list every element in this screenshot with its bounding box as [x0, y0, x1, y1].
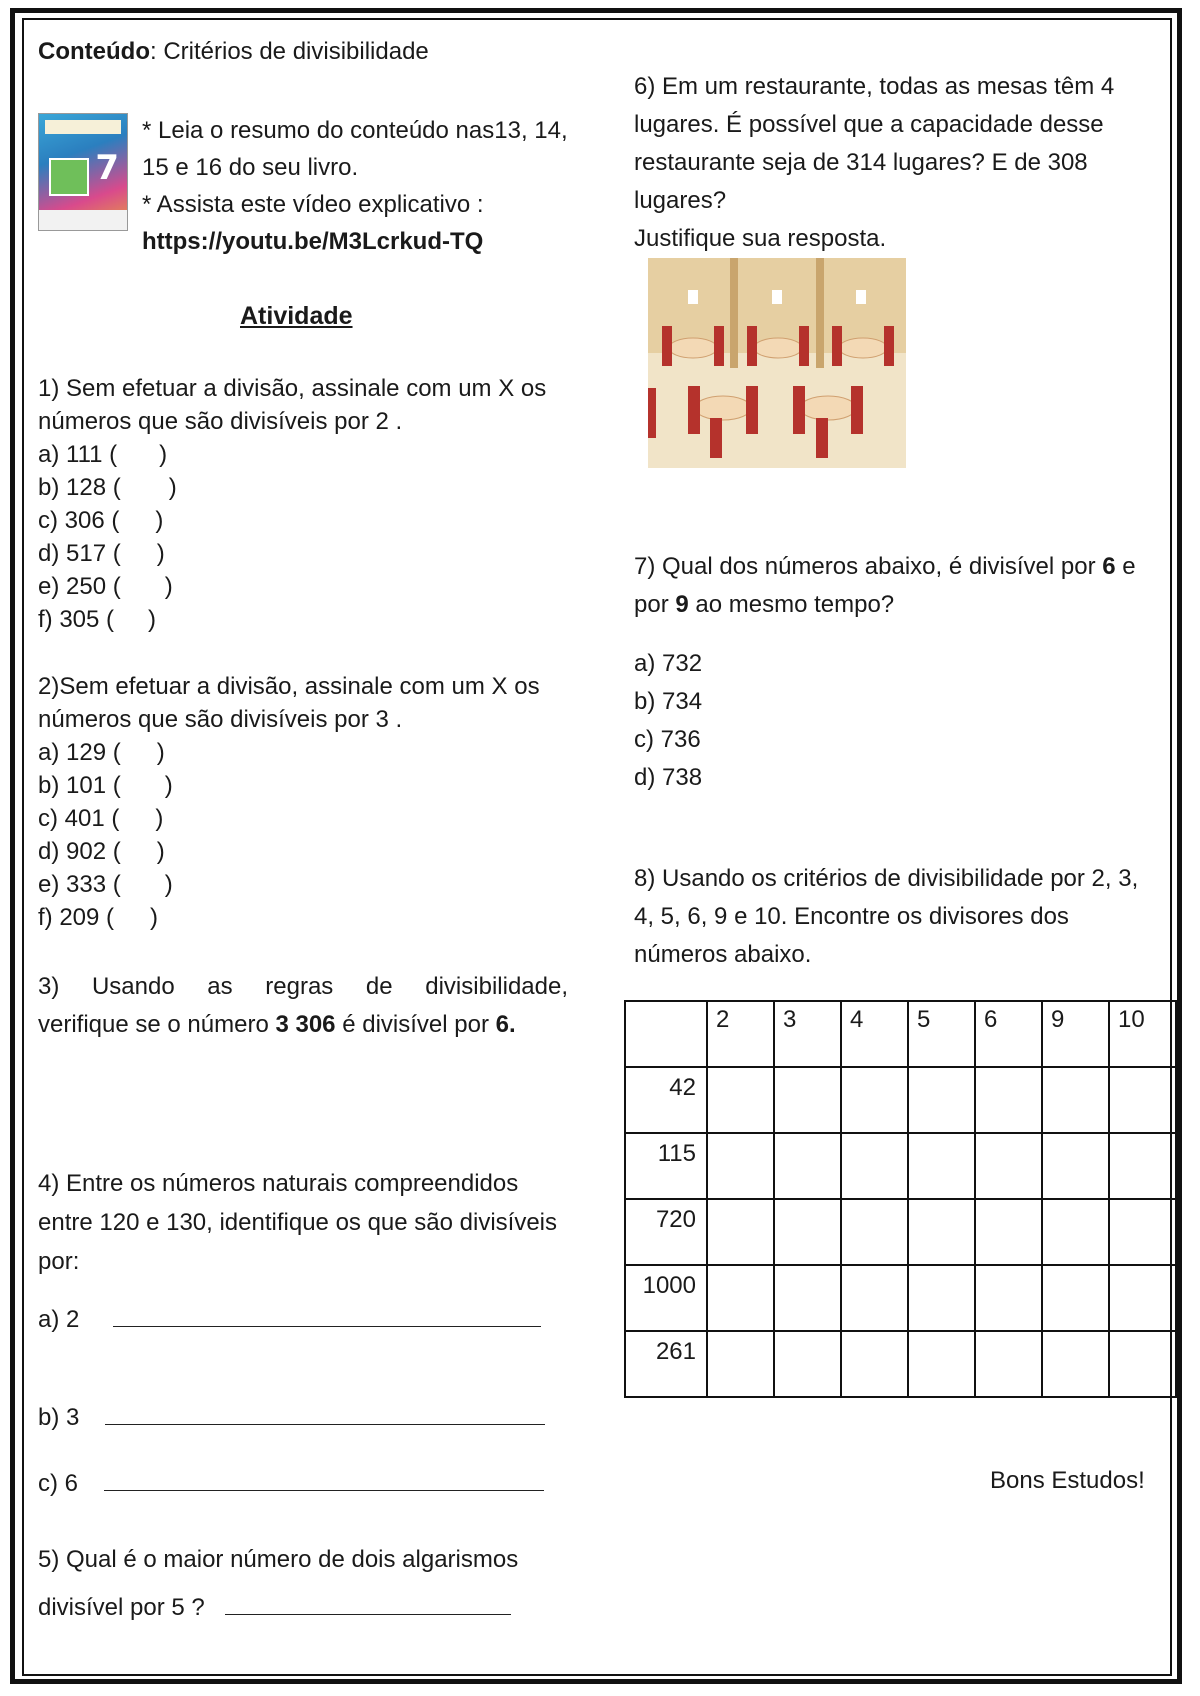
table-column-header: 5	[908, 1001, 975, 1067]
table-cell[interactable]	[975, 1265, 1042, 1331]
q4-answer-a[interactable]: a) 2	[38, 1306, 541, 1334]
table-cell[interactable]	[707, 1067, 774, 1133]
table-column-header: 3	[774, 1001, 841, 1067]
table-cell[interactable]	[908, 1199, 975, 1265]
table-row	[625, 1199, 1176, 1265]
table-cell[interactable]	[908, 1331, 975, 1397]
question-8	[634, 860, 1154, 974]
content-header	[38, 38, 429, 66]
table-cell[interactable]	[774, 1067, 841, 1133]
table-cell[interactable]	[707, 1265, 774, 1331]
question-5-line2[interactable]: divisível por 5 ?	[38, 1584, 568, 1632]
table-column-header: 9	[1042, 1001, 1109, 1067]
table-row	[625, 1331, 1176, 1397]
question-3-line1: 3) Usando as regras de divisibilidade,	[38, 973, 568, 1000]
table-cell[interactable]	[1042, 1265, 1109, 1331]
q1-option[interactable]: e) 250 ( )	[38, 573, 173, 600]
question-8-text: 8) Usando os critérios de divisibilidade por 2, 3, 4, 5, 6, 9 e 10. Encontre os divisores dos números abaixo.	[634, 865, 1139, 968]
question-5-line1: 5) Qual é o maior número de dois algarismos	[38, 1546, 519, 1573]
table-cell[interactable]	[841, 1067, 908, 1133]
q1-option[interactable]: f) 305 ( )	[38, 606, 157, 633]
intro-video-line: * Assista este vídeo explicativo :	[142, 191, 484, 218]
table-row-header: 1000	[625, 1265, 707, 1331]
table-cell[interactable]	[1109, 1265, 1176, 1331]
question-1	[38, 372, 568, 636]
table-cell[interactable]	[908, 1133, 975, 1199]
restaurant-tables-image	[648, 258, 906, 468]
table-cell[interactable]	[774, 1265, 841, 1331]
table-column-header: 10	[1109, 1001, 1176, 1067]
table-row	[625, 1265, 1176, 1331]
textbook-cover-image: 7	[38, 113, 128, 231]
q7-option[interactable]: a) 732	[634, 650, 703, 677]
q1-option[interactable]: c) 306 ( )	[38, 507, 164, 534]
table-row-header: 115	[625, 1133, 707, 1199]
table-cell[interactable]	[908, 1067, 975, 1133]
question-4-text: 4) Entre os números naturais compreendidos entre 120 e 130, identifique os que são divisíveis por:	[38, 1170, 558, 1275]
table-cell[interactable]	[841, 1331, 908, 1397]
table-header-row	[625, 1001, 1176, 1067]
q2-option[interactable]: b) 101 ( )	[38, 772, 173, 799]
question-2-text: 2)Sem efetuar a divisão, assinale com um X os números que são divisíveis por 3 .	[38, 673, 540, 733]
table-cell[interactable]	[707, 1199, 774, 1265]
q1-option[interactable]: b) 128 ( )	[38, 474, 177, 501]
q1-option[interactable]: d) 517 ( )	[38, 540, 165, 567]
table-cell[interactable]	[1042, 1331, 1109, 1397]
q4-answer-b[interactable]: b) 3	[38, 1404, 545, 1432]
question-2	[38, 670, 568, 934]
question-6	[634, 68, 1154, 258]
intro-read-line: * Leia o resumo do conteúdo nas13, 14, 15 e 16 do seu livro.	[142, 117, 568, 181]
table-row-header: 42	[625, 1067, 707, 1133]
divisors-table	[624, 1000, 1177, 1398]
table-cell[interactable]	[1042, 1199, 1109, 1265]
table-row-header: 720	[625, 1199, 707, 1265]
q7-option[interactable]: d) 738	[634, 764, 703, 791]
table-cell[interactable]	[841, 1265, 908, 1331]
table-row	[625, 1067, 1176, 1133]
question-3	[38, 968, 568, 1044]
question-6-justify: Justifique sua resposta.	[634, 225, 887, 252]
question-6-text: 6) Em um restaurante, todas as mesas têm 4 lugares. É possível que a capacidade desse restaurante seja de 314 lugares? E de 308 lugares?	[634, 73, 1115, 214]
table-cell[interactable]	[774, 1133, 841, 1199]
table-row	[625, 1133, 1176, 1199]
table-cell[interactable]	[975, 1133, 1042, 1199]
table-cell[interactable]	[975, 1199, 1042, 1265]
table-cell[interactable]	[1109, 1133, 1176, 1199]
table-column-header: 4	[841, 1001, 908, 1067]
table-cell[interactable]	[1109, 1067, 1176, 1133]
q7-option[interactable]: b) 734	[634, 688, 703, 715]
content-label: Conteúdo	[38, 38, 150, 65]
table-column-header: 2	[707, 1001, 774, 1067]
table-cell[interactable]	[1042, 1133, 1109, 1199]
table-row-header: 261	[625, 1331, 707, 1397]
question-7	[634, 548, 1154, 624]
question-4	[38, 1164, 558, 1281]
table-cell[interactable]	[1109, 1199, 1176, 1265]
q2-option[interactable]: f) 209 ( )	[38, 904, 159, 931]
table-corner-cell	[625, 1001, 707, 1067]
table-cell[interactable]	[975, 1067, 1042, 1133]
table-cell[interactable]	[1042, 1067, 1109, 1133]
q2-option[interactable]: a) 129 ( )	[38, 739, 165, 766]
intro-instructions	[142, 112, 572, 260]
q1-option[interactable]: a) 111 ( )	[38, 441, 168, 468]
q2-option[interactable]: d) 902 ( )	[38, 838, 165, 865]
q2-option[interactable]: e) 333 ( )	[38, 871, 173, 898]
q7-options	[634, 645, 1174, 797]
question-1-text: 1) Sem efetuar a divisão, assinale com um X os números que são divisíveis por 2 .	[38, 375, 547, 435]
activity-title: Atividade	[240, 302, 353, 330]
closing-message: Bons Estudos!	[990, 1467, 1145, 1494]
content-topic: : Critérios de divisibilidade	[149, 38, 429, 65]
table-cell[interactable]	[707, 1133, 774, 1199]
q2-option[interactable]: c) 401 ( )	[38, 805, 164, 832]
table-cell[interactable]	[841, 1199, 908, 1265]
table-column-header: 6	[975, 1001, 1042, 1067]
q7-option[interactable]: c) 736	[634, 726, 701, 753]
q4-answer-c[interactable]: c) 6	[38, 1470, 544, 1498]
table-cell[interactable]	[774, 1199, 841, 1265]
table-cell[interactable]	[707, 1331, 774, 1397]
question-7-text: 7) Qual dos números abaixo, é divisível por 6 e por 9 ao mesmo tempo?	[634, 553, 1136, 618]
question-5	[38, 1536, 568, 1632]
table-cell[interactable]	[908, 1265, 975, 1331]
video-link[interactable]: https://youtu.be/M3Lcrkud-TQ	[142, 228, 484, 255]
table-cell[interactable]	[841, 1133, 908, 1199]
table-cell[interactable]	[774, 1331, 841, 1397]
question-3-line2: verifique se o número 3 306 é divisível por 6.	[38, 1011, 516, 1038]
table-cell[interactable]	[975, 1331, 1042, 1397]
table-cell[interactable]	[1109, 1331, 1176, 1397]
